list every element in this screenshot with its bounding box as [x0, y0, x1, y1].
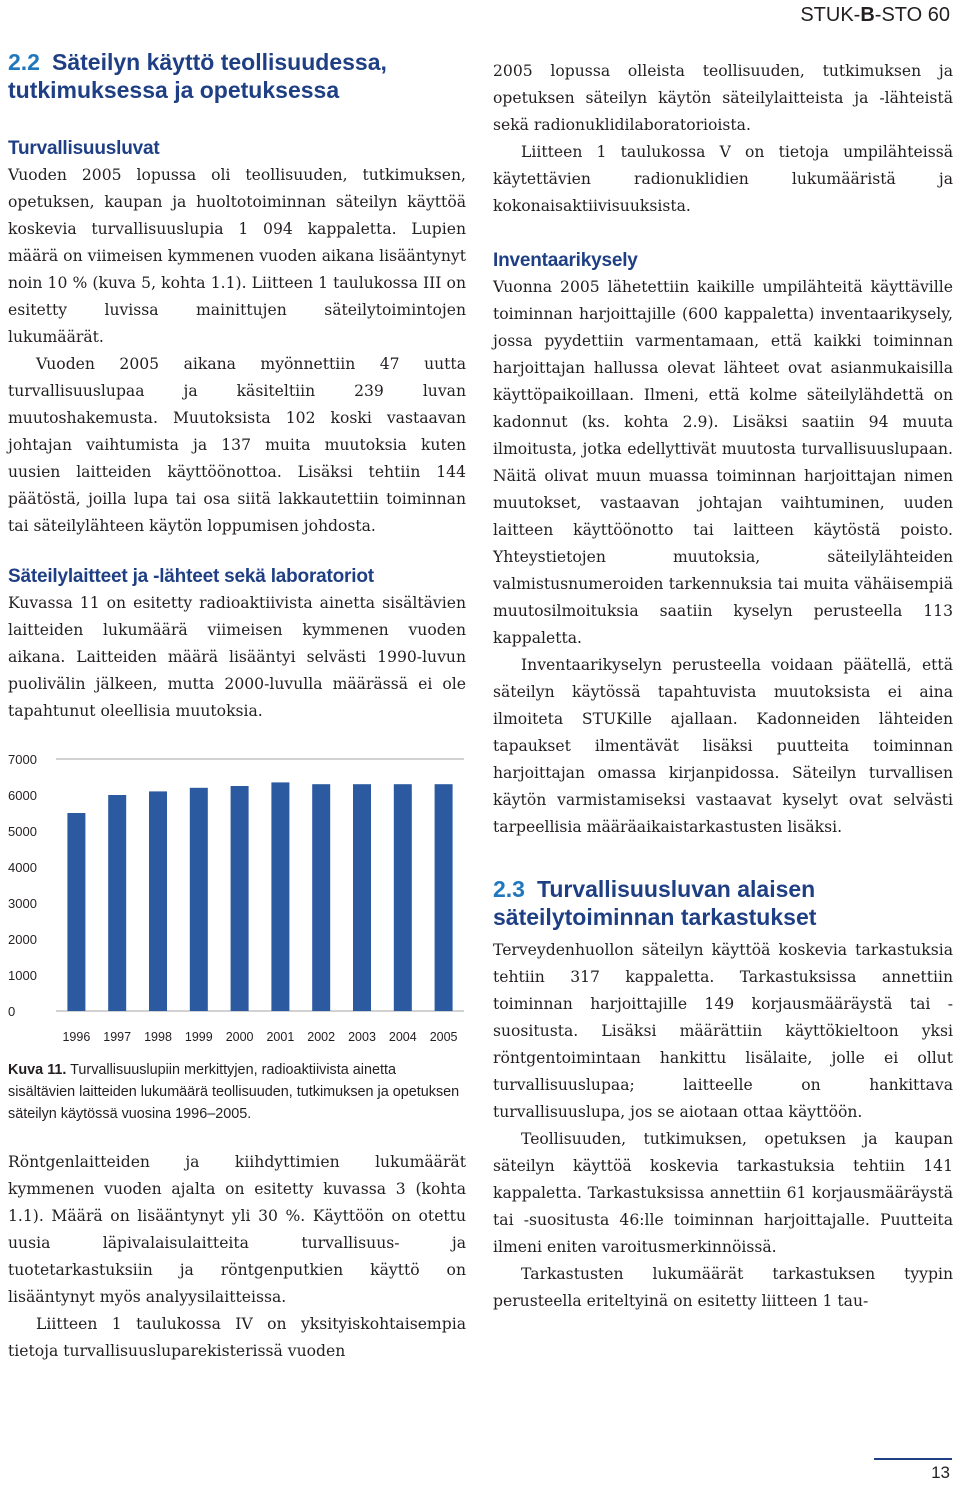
bar-1996	[67, 813, 85, 1011]
x-tick-label: 2001	[266, 1030, 295, 1044]
bar-2000	[231, 786, 249, 1011]
paragraph: Vuonna 2005 lähetettiin kaikille umpilähteitä käyttäville toiminnan harjoittajille (600 kappaletta) inventaarikysely, jossa pyydettiin varmentamaan, että kaikki toiminnan harjoittajan hallussa olevat lähteet ovat asianmukaisilla käyttöpaikoillaan. Ilmeni, että kolme säteilylähdettä on kadonnut (ks. kohta 2.9). Lisäksi saatiin 94 muuta ilmoitusta, jotka edellyttivät muutosta turvallisuuslupaan. Näitä olivat muun muassa toiminnan harjoittajan nimen muutokset, vastaavan johtajan vaihtuminen, uuden laitteen käyttöönotto tai laitteen käytöstä poisto. Yhteystietojen muutoksia, säteilylähteiden valmistusnumeroiden tarkennuksia tai muita vähäisempiä muutosilmoituksia saatiin kyselyn perusteella 113 kappaletta.	[493, 278, 953, 647]
bar-2001	[271, 782, 289, 1011]
bar-2002	[312, 784, 330, 1011]
x-tick-label: 2002	[307, 1030, 336, 1044]
subheading-inventaarikysely: Inventaarikysely	[493, 250, 638, 271]
x-tick-label: 2003	[348, 1030, 376, 1044]
x-tick-label: 2000	[225, 1030, 254, 1044]
y-tick-label: 2000	[8, 932, 37, 947]
bar-2005	[435, 784, 453, 1011]
paragraph: Röntgenlaitteiden ja kiihdyttimien lukumäärät kymmenen vuoden ajalta on esitetty kuvassa 3 (kohta 1.1). Määrä on lisääntynyt yli 30 %. Käyttöön on otettu uusia läpivalaisulaitteita turvallisuus- ja tuotetarkastuksiin ja röntgenputkien käyttö on lisääntynyt myös analyysilaitteissa.	[8, 1153, 466, 1306]
x-tick-label: 1996	[62, 1030, 91, 1044]
y-tick-label: 4000	[8, 860, 37, 875]
paragraph: Kuvassa 11 on esitetty radioaktiivista ainetta sisältävien laitteiden lukumäärä viimeisen kymmenen vuoden aikana. Laitteiden määrä lisääntyi selvästi 1990-luvun puolivälin jälkeen, mutta 2000-luvulla määrässä ei ole tapahtunut oleellisia muutoksia.	[8, 594, 466, 720]
y-tick-label: 0	[8, 1004, 16, 1019]
paragraph: Liitteen 1 taulukossa IV on yksityiskohtaisempia tietoja turvallisuusluparekisterissä vuoden	[8, 1315, 466, 1360]
y-tick-label: 6000	[8, 788, 37, 803]
x-tick-label: 2004	[388, 1030, 417, 1044]
y-tick-label: 1000	[8, 968, 37, 983]
y-tick-label: 3000	[8, 896, 37, 911]
right-column	[493, 58, 953, 1315]
paragraph: Inventaarikyselyn perusteella voidaan päätellä, että säteilyn käytössä tapahtuvista muutoksista ei aina ilmoiteta STUKille ajallaan. Kadonneiden lähteiden tapaukset ilmentävät lisäksi puutteita toiminnan harjoittajan omassa kirjanpidossa. Säteilyn turvallisen käytön varmistamiseksi vastaavat kyselyt ovat selvästi tarpeellisia määräaikaistarkastusten lisäksi.	[493, 656, 953, 836]
bar-chart	[8, 737, 466, 1055]
section-number: 2.2	[8, 49, 40, 75]
paragraph: Vuoden 2005 aikana myönnettiin 47 uutta turvallisuuslupaa ja käsiteltiin 239 luvan muutoshakemusta. Muutoksista 102 koski vastaavan johtajan vaihtumista ja 137 muita muutoksia kuten uusien laitteiden käyttöönottoa. Lisäksi tehtiin 144 päätöstä, joilla lupa tai osa siitä lakkautettiin toiminnan tai säteilylähteen käytön loppumisen johdosta.	[8, 355, 466, 535]
subheading-turvallisuusluvat: Turvallisuusluvat	[8, 138, 160, 159]
caption-label: Kuva 11.	[8, 1062, 67, 1078]
x-tick-label: 1999	[184, 1030, 213, 1044]
page-number-rule	[874, 1458, 952, 1460]
section-number: 2.3	[493, 876, 525, 902]
x-tick-label: 1998	[144, 1030, 172, 1044]
subheading-laitteet: Säteilylaitteet ja -lähteet sekä laboratoriot	[8, 566, 374, 587]
paragraph: Vuoden 2005 lopussa oli teollisuuden, tutkimuksen, opetuksen, kaupan ja huoltotoiminnan säteilyn käyttöä koskevia turvallisuuslupia 1 094 kappaletta. Lupien määrä on viimeisen kymmenen vuoden aikana lisääntynyt noin 10 % (kuva 5, kohta 1.1). Liitteen 1 taulukossa III on esitetty luvissa mainittujen säteilytoimintojen lukumäärät.	[8, 166, 466, 346]
paragraph: Tarkastusten lukumäärät tarkastuksen tyypin perusteella eriteltyinä on esitetty liitteen 1 tau-	[493, 1265, 953, 1310]
bar-2003	[353, 784, 371, 1011]
figure-11	[8, 737, 466, 1059]
x-tick-label: 2005	[429, 1030, 458, 1044]
left-column	[8, 48, 466, 1365]
report-code: STUK-B-STO 60	[800, 4, 950, 26]
bar-1997	[108, 795, 126, 1011]
section-title-2-3: 2.3 Turvallisuusluvan alaisen säteilytoiminnan tarkastukset	[493, 876, 817, 930]
bar-1999	[190, 788, 208, 1011]
paragraph: Terveydenhuollon säteilyn käyttöä koskevia tarkastuksia tehtiin 317 kappaletta. Tarkastuksissa annettiin toiminnan harjoittajille 149 korjausmääräystä tai -suositusta. Lisäksi määrättiin käyttökieltoon yksi röntgentoimintaan hankittu lisälaite, jolle ei ollut turvallisuuslupaa; laitteelle on hankittava turvallisuuslupa, jos se aiotaan ottaa käyttöön.	[493, 941, 953, 1121]
bar-2004	[394, 784, 412, 1011]
page-number: 13	[931, 1463, 950, 1482]
caption-text: Turvallisuuslupiin merkittyjen, radioaktiivista ainetta sisältävien laitteiden lukumäärä teollisuuden, tutkimuksen ja opetuksen säteilyn käytössä vuosina 1996–2005.	[8, 1062, 460, 1122]
figure-caption	[8, 1059, 466, 1125]
x-tick-label: 1997	[103, 1030, 132, 1044]
paragraph: Teollisuuden, tutkimuksen, opetuksen ja kaupan säteilyn käyttöä koskevia tarkastuksia tehtiin 141 kappaletta. Tarkastuksissa annettiin 61 korjausmääräystä tai -suositusta 46:lle toiminnan harjoittajalle. Puutteita ilmeni eniten varoitusmerkinnöissä.	[493, 1130, 953, 1256]
paragraph: Liitteen 1 taulukossa V on tietoja umpilähteissä käytettävien radionuklidien lukumääristä ja kokonaisaktiivisuuksista.	[493, 143, 953, 215]
y-tick-label: 5000	[8, 824, 37, 839]
bar-1998	[149, 791, 167, 1011]
paragraph: 2005 lopussa olleista teollisuuden, tutkimuksen ja opetuksen säteilyn käytön säteilylaitteista ja -lähteistä sekä radionuklidilaboratorioista.	[493, 62, 953, 134]
y-tick-label: 7000	[8, 752, 37, 767]
section-title-2-2: 2.2 Säteilyn käyttö teollisuudessa, tutkimuksessa ja opetuksessa	[8, 49, 387, 103]
